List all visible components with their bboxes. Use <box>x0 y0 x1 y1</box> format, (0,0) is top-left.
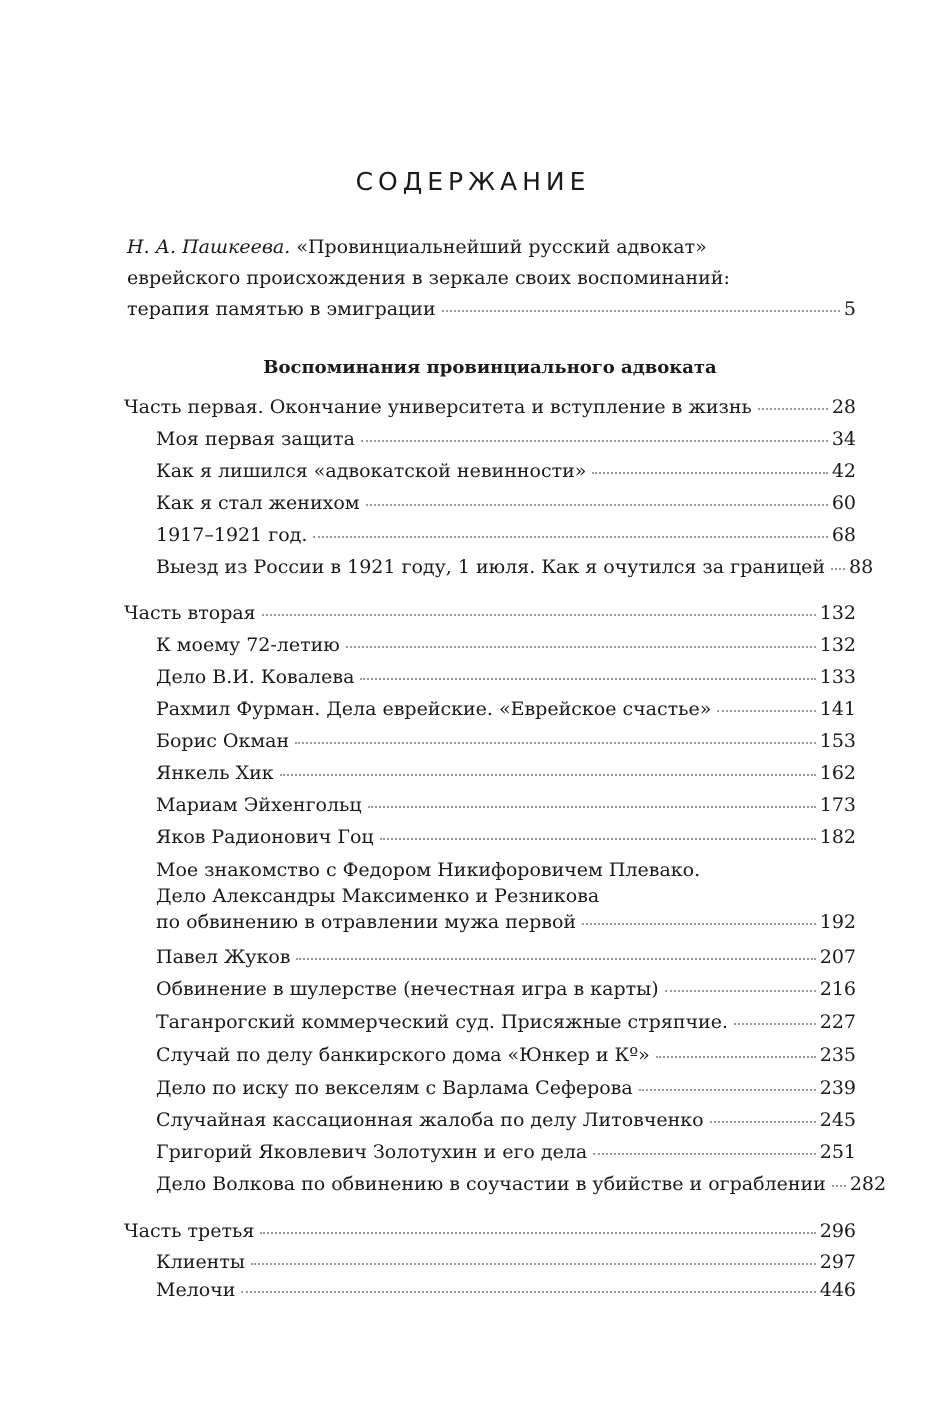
entry-title: Борис Окман <box>156 730 290 752</box>
toc-entry[interactable] <box>124 487 856 519</box>
dot-leader <box>758 408 828 410</box>
intro-line-1 <box>127 232 856 263</box>
page-number: 235 <box>819 1044 856 1066</box>
dot-leader <box>734 1023 816 1025</box>
toc-entry[interactable] <box>124 1136 856 1168</box>
dot-leader <box>361 440 828 442</box>
toc-entry[interactable] <box>124 821 856 853</box>
page-number: 251 <box>819 1141 856 1163</box>
toc-entry[interactable] <box>124 757 856 789</box>
entry-title: Дело по иску по векселям с Варлама Сеферова <box>156 1077 633 1099</box>
page-number: 42 <box>831 460 856 482</box>
dot-leader <box>366 504 828 506</box>
section-title: Воспоминания провинциального адвоката <box>263 357 717 378</box>
dot-leader <box>592 472 827 474</box>
toc-entry-multiline[interactable] <box>124 857 856 935</box>
entry-title-line-3: по обвинению в отравлении мужа первой <box>156 911 577 933</box>
dot-leader <box>296 958 815 960</box>
entry-title: Обвинение в шулерстве (нечестная игра в карты) <box>156 978 659 1000</box>
entry-title: Как я лишился «адвокатской невинности» <box>156 460 587 482</box>
toc-part-3[interactable] <box>124 1215 856 1247</box>
part-title: Часть вторая <box>124 602 256 624</box>
dot-leader <box>368 806 816 808</box>
entry-title: Случайная кассационная жалоба по делу Литовченко <box>156 1109 704 1131</box>
toc-entry[interactable] <box>124 629 856 661</box>
page-number: 153 <box>819 730 856 752</box>
page-number: 173 <box>819 794 856 816</box>
entry-title: Выезд из России в 1921 году, 1 июля. Как я очутился за границей <box>156 556 826 578</box>
entry-title: Таганрогский коммерческий суд. Присяжные стряпчие. <box>156 1011 728 1033</box>
toc-entry[interactable] <box>124 789 856 821</box>
page-number: 297 <box>819 1251 856 1273</box>
page-number: 141 <box>819 698 856 720</box>
page-number: 5 <box>843 298 856 320</box>
dot-leader <box>831 568 845 570</box>
toc-entry[interactable] <box>124 661 856 693</box>
entry-title-line-2: Дело Александры Максименко и Резникова <box>156 885 600 907</box>
entry-title: Павел Жуков <box>156 946 291 968</box>
entry-title: Янкель Хик <box>156 762 274 784</box>
toc-entry[interactable] <box>124 423 856 455</box>
page-number: 207 <box>819 946 856 968</box>
page-number: 133 <box>819 666 856 688</box>
dot-leader <box>832 1185 846 1187</box>
dot-leader <box>593 1153 815 1155</box>
entry-title: Моя первая защита <box>156 428 355 450</box>
entry-title: Яков Радионович Гоц <box>156 826 374 848</box>
page-number: 192 <box>819 911 856 933</box>
page-number: 296 <box>819 1220 856 1242</box>
intro-line-2: еврейского происхождения в зеркале своих воспоминаний: <box>127 267 730 289</box>
dot-leader <box>360 678 815 680</box>
table-of-contents <box>124 232 887 1304</box>
page-number: 132 <box>819 602 856 624</box>
dot-leader <box>710 1121 816 1123</box>
page-number: 182 <box>819 826 856 848</box>
entry-title: Мариам Эйхенгольц <box>156 794 362 816</box>
toc-entry[interactable] <box>124 1168 887 1201</box>
dot-leader <box>346 646 816 648</box>
part-title: Часть третья <box>124 1220 255 1242</box>
dot-leader <box>380 838 816 840</box>
dot-leader <box>260 1232 815 1234</box>
entry-title: 1917–1921 год. <box>156 524 308 546</box>
entry-title: Как я стал женихом <box>156 492 360 514</box>
page-number: 216 <box>819 978 856 1000</box>
dot-leader <box>639 1089 816 1091</box>
page-number: 245 <box>819 1109 856 1131</box>
page-number: 28 <box>831 396 856 418</box>
intro-title-part-3: терапия памятью в эмиграции <box>127 298 436 320</box>
part-title: Часть первая. Окончание университета и вступление в жизнь <box>124 396 752 418</box>
entry-title: Дело Волкова по обвинению в соучастии в убийстве и ограблении <box>156 1173 826 1195</box>
toc-entry[interactable] <box>124 551 874 583</box>
dot-leader <box>241 1291 815 1293</box>
page-number: 446 <box>819 1279 856 1301</box>
dot-leader <box>656 1056 816 1058</box>
toc-entry[interactable] <box>124 1277 856 1304</box>
toc-entry[interactable] <box>124 693 856 725</box>
toc-part-2[interactable] <box>124 597 856 629</box>
page-number: 227 <box>819 1011 856 1033</box>
entry-title: Дело В.И. Ковалева <box>156 666 355 688</box>
page-number: 88 <box>849 556 874 578</box>
dot-leader <box>313 536 827 538</box>
page-number: 282 <box>849 1173 887 1195</box>
toc-entry[interactable] <box>124 941 856 973</box>
page-title: СОДЕРЖАНИЕ <box>355 167 591 196</box>
entry-title: Рахмил Фурман. Дела еврейские. «Еврейское счастье» <box>156 698 712 720</box>
toc-entry[interactable] <box>124 455 856 487</box>
entry-title: Клиенты <box>156 1251 245 1273</box>
page-number: 132 <box>819 634 856 656</box>
dot-leader <box>262 614 816 616</box>
toc-entry[interactable] <box>124 1006 856 1039</box>
toc-entry[interactable] <box>124 1039 856 1072</box>
entry-title: Случай по делу банкирского дома «Юнкер и Кº» <box>156 1044 650 1066</box>
dot-leader <box>251 1263 816 1265</box>
dot-leader <box>295 742 816 744</box>
intro-title-part-1: «Провинциальнейший русский адвокат» <box>296 236 707 258</box>
page-number: 68 <box>831 524 856 546</box>
toc-part-1[interactable] <box>124 391 856 423</box>
entry-title-line-1: Мое знакомство с Федором Никифоровичем Плевако. <box>156 859 701 881</box>
dot-leader <box>717 710 815 712</box>
toc-entry[interactable] <box>124 519 856 551</box>
dot-leader <box>280 774 816 776</box>
toc-entry[interactable] <box>124 1072 856 1104</box>
page-number: 34 <box>831 428 856 450</box>
entry-title-line-3-row <box>156 909 856 935</box>
toc-entry[interactable] <box>124 1247 856 1277</box>
dot-leader <box>582 923 816 925</box>
dot-leader <box>665 990 816 992</box>
toc-entry-intro[interactable] <box>124 232 856 325</box>
page-number: 60 <box>831 492 856 514</box>
entry-title: Григорий Яковлевич Золотухин и его дела <box>156 1141 588 1163</box>
entry-title: Мелочи <box>156 1279 236 1301</box>
toc-entry[interactable] <box>124 973 856 1006</box>
dot-leader <box>442 310 840 312</box>
page-number: 162 <box>819 762 856 784</box>
page-number: 239 <box>819 1077 856 1099</box>
intro-author: Н. А. Пашкеева. <box>127 236 291 258</box>
intro-line-3 <box>127 294 856 325</box>
toc-entry[interactable] <box>124 1104 856 1136</box>
entry-title: К моему 72-летию <box>156 634 340 656</box>
toc-entry[interactable] <box>124 725 856 757</box>
